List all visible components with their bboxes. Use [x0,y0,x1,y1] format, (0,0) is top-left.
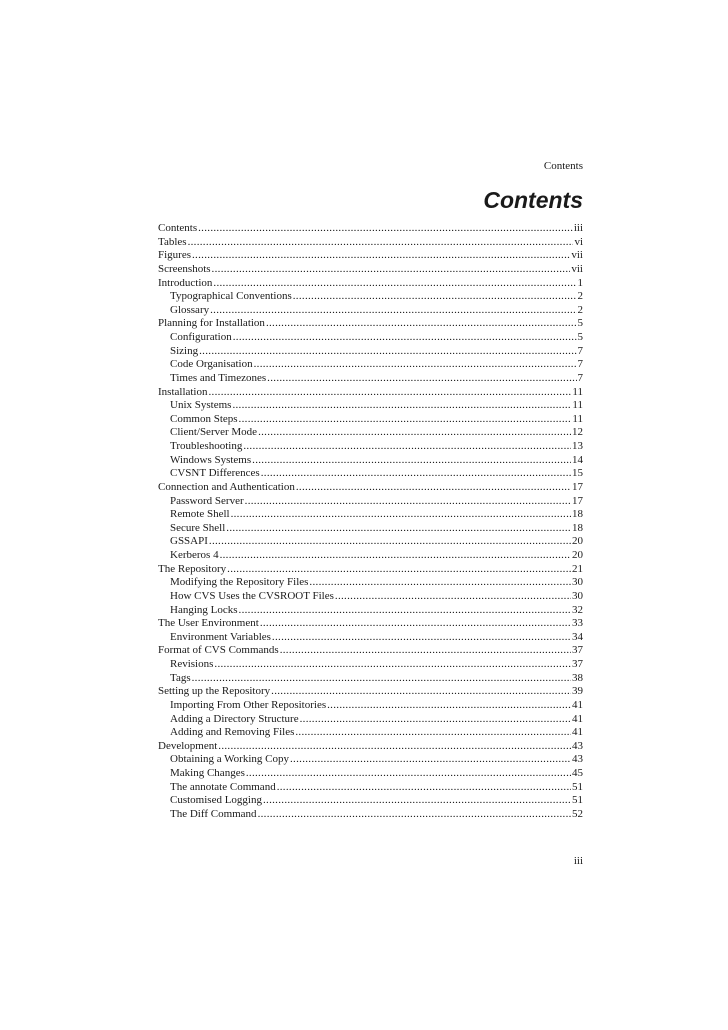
toc-entry-label: Code Organisation [170,358,253,371]
toc-entry-page: 41 [572,712,583,725]
toc-entry-label: Planning for Installation [158,317,265,330]
dot-leader [192,249,570,263]
toc-entry-page: vii [571,262,583,275]
dot-leader [272,631,571,645]
dot-leader [212,263,571,277]
toc-entry-label: The User Environment [158,617,259,630]
toc-entry-page: 20 [572,535,583,548]
toc-entry-label: Client/Server Mode [170,426,258,439]
dot-leader [245,495,571,509]
toc-entry[interactable] [158,535,583,549]
toc-entry[interactable] [158,236,583,250]
dot-leader [231,508,571,522]
toc-entry-label: Adding a Directory Structure [170,712,299,725]
toc-entry-label: Obtaining a Working Copy [170,753,289,766]
toc-entry-page: 32 [572,603,583,616]
toc-entry[interactable] [158,399,583,413]
toc-entry[interactable] [158,617,583,631]
toc-entry[interactable] [158,726,583,740]
dot-leader [209,386,572,400]
toc-entry-label: Format of CVS Commands [158,644,279,657]
dot-leader [258,426,571,440]
toc-entry[interactable] [158,658,583,672]
toc-entry-label: Kerberos 4 [170,549,219,561]
toc-entry-label: GSSAPI [170,535,208,548]
toc-entry[interactable] [158,467,583,481]
dot-leader [198,222,573,236]
toc-entry-page: 21 [572,562,583,575]
toc-entry-label: Times and Timezones [170,371,267,384]
dot-leader [199,345,576,359]
toc-entry-label: Making Changes [170,767,245,779]
toc-entry-page: 1 [577,276,583,289]
toc-entry-label: Tags [170,671,191,684]
toc-entry-page: 30 [572,576,583,589]
toc-entry[interactable] [158,386,583,400]
toc-entry-label: The Diff Command [170,807,257,820]
toc-entry-page: 2 [577,290,583,303]
toc-entry[interactable] [158,644,583,658]
toc-entry-page: 11 [572,412,583,425]
toc-entry-label: Figures [158,249,191,262]
dot-leader [233,331,577,345]
toc-entry-label: Secure Shell [170,521,226,534]
table-of-contents [158,222,583,822]
page-title: Contents [483,187,583,213]
toc-entry[interactable] [158,222,583,236]
dot-leader [227,563,571,577]
dot-leader [263,794,571,808]
toc-entry[interactable] [158,794,583,808]
dot-leader [232,399,571,413]
toc-entry-page: 20 [572,549,583,561]
dot-leader [246,767,571,781]
toc-entry-label: Contents [158,222,198,234]
dot-leader [243,440,571,454]
toc-entry[interactable] [158,631,583,645]
dot-leader [295,726,571,740]
toc-entry-label: Customised Logging [170,794,262,807]
toc-entry-page: 52 [572,807,583,820]
toc-entry[interactable] [158,767,583,781]
toc-entry[interactable] [158,576,583,590]
toc-entry-page: 13 [572,440,583,452]
toc-entry-label: Common Steps [170,412,238,425]
toc-entry-page: 37 [572,644,583,657]
dot-leader [267,372,576,386]
dot-leader [239,604,571,618]
dot-leader [252,454,571,468]
toc-entry[interactable] [158,549,583,563]
dot-leader [210,304,576,318]
toc-entry-page: 17 [572,480,583,493]
toc-entry-label: Windows Systems [170,453,252,466]
toc-entry-label: Glossary [170,303,210,316]
toc-entry-page: 17 [572,494,583,507]
toc-entry-page: 7 [577,371,583,384]
toc-entry[interactable] [158,426,583,440]
toc-entry-label: Introduction [158,276,213,289]
toc-entry[interactable] [158,713,583,727]
toc-entry-page: iii [573,222,583,234]
toc-entry-page: 51 [572,780,583,793]
toc-entry-page: 11 [572,385,583,398]
toc-entry-label: Connection and Authentication [158,480,295,493]
toc-entry-label: Troubleshooting [170,440,243,452]
toc-entry[interactable] [158,508,583,522]
toc-entry-label: The annotate Command [170,780,276,793]
dot-leader [293,290,577,304]
toc-entry-page: 37 [572,658,583,670]
toc-entry-label: Screenshots [158,262,211,275]
dot-leader [213,277,576,291]
toc-entry-page: 14 [572,453,583,466]
toc-entry[interactable] [158,290,583,304]
toc-entry-page: 15 [572,467,583,480]
toc-entry-label: Adding and Removing Files [170,726,295,739]
toc-entry-page: 41 [572,698,583,711]
toc-entry[interactable] [158,413,583,427]
toc-entry[interactable] [158,740,583,754]
toc-entry-label: The Repository [158,562,227,575]
dot-leader [280,644,571,658]
dot-leader [254,358,577,372]
dot-leader [266,317,577,331]
dot-leader [214,658,571,672]
toc-entry[interactable] [158,781,583,795]
dot-leader [220,549,571,563]
toc-entry-label: Hanging Locks [170,603,238,616]
toc-entry-page: 34 [572,630,583,643]
toc-entry-label: Development [158,739,218,752]
toc-entry-page: 11 [572,399,583,412]
toc-entry-label: How CVS Uses the CVSROOT Files [170,589,334,602]
toc-entry-page: 38 [572,671,583,684]
toc-entry[interactable] [158,317,583,331]
toc-entry[interactable] [158,590,583,604]
toc-entry[interactable] [158,563,583,577]
toc-entry-label: Remote Shell [170,508,230,521]
toc-entry-page: 43 [572,739,583,752]
toc-entry-page: 18 [572,521,583,534]
page-number: iii [573,855,583,867]
toc-entry[interactable] [158,249,583,263]
toc-entry-page: 18 [572,508,583,521]
toc-entry-page: 5 [577,331,583,343]
toc-entry-page: 41 [572,726,583,739]
toc-entry-label: Setting up the Repository [158,685,271,698]
toc-entry-label: Modifying the Repository Files [170,576,309,589]
toc-entry-label: Sizing [170,344,199,357]
toc-entry-page: 39 [572,685,583,698]
toc-entry[interactable] [158,604,583,618]
toc-entry[interactable] [158,753,583,767]
toc-entry[interactable] [158,304,583,318]
dot-leader [309,576,571,590]
toc-entry-page: 51 [572,794,583,807]
toc-entry[interactable] [158,372,583,386]
dot-leader [239,413,572,427]
toc-entry-label: Environment Variables [170,630,271,643]
toc-entry[interactable] [158,672,583,686]
dot-leader [300,713,571,727]
dot-leader [271,685,571,699]
dot-leader [335,590,571,604]
dot-leader [296,481,571,495]
toc-entry-page: 45 [572,767,583,779]
toc-entry-label: CVSNT Differences [170,467,260,480]
dot-leader [192,672,571,686]
dot-leader [290,753,571,767]
toc-entry[interactable] [158,263,583,277]
dot-leader [260,617,571,631]
dot-leader [218,740,571,754]
toc-entry-page: 2 [577,303,583,316]
dot-leader [188,236,574,250]
dot-leader [258,808,571,822]
toc-entry-label: Revisions [170,658,214,670]
toc-entry[interactable] [158,699,583,713]
toc-entry-label: Configuration [170,331,232,343]
dot-leader [261,467,571,481]
toc-entry-page: 43 [572,753,583,766]
toc-entry-page: 12 [572,426,583,439]
toc-entry[interactable] [158,522,583,536]
toc-entry-page: vii [571,249,583,262]
toc-entry-page: 5 [577,317,583,330]
toc-entry[interactable] [158,454,583,468]
toc-entry-label: Installation [158,385,208,398]
running-header: Contents [543,160,583,172]
toc-entry[interactable] [158,808,583,822]
toc-entry-page: 33 [572,617,583,630]
toc-entry-page: vi [574,235,583,248]
toc-entry-page: 7 [577,344,583,357]
toc-entry-label: Password Server [170,494,244,507]
toc-entry[interactable] [158,481,583,495]
toc-entry-label: Importing From Other Repositories [170,698,327,711]
dot-leader [277,781,571,795]
toc-entry[interactable] [158,345,583,359]
toc-entry[interactable] [158,277,583,291]
toc-entry-label: Typographical Conventions [170,290,292,303]
dot-leader [327,699,571,713]
toc-entry-page: 30 [572,589,583,602]
toc-entry[interactable] [158,358,583,372]
toc-entry[interactable] [158,495,583,509]
toc-entry-label: Tables [158,235,187,248]
toc-entry[interactable] [158,331,583,345]
dot-leader [209,535,571,549]
dot-leader [226,522,571,536]
toc-entry-label: Unix Systems [170,399,232,412]
toc-entry-page: 7 [577,358,583,371]
toc-entry[interactable] [158,440,583,454]
toc-entry[interactable] [158,685,583,699]
